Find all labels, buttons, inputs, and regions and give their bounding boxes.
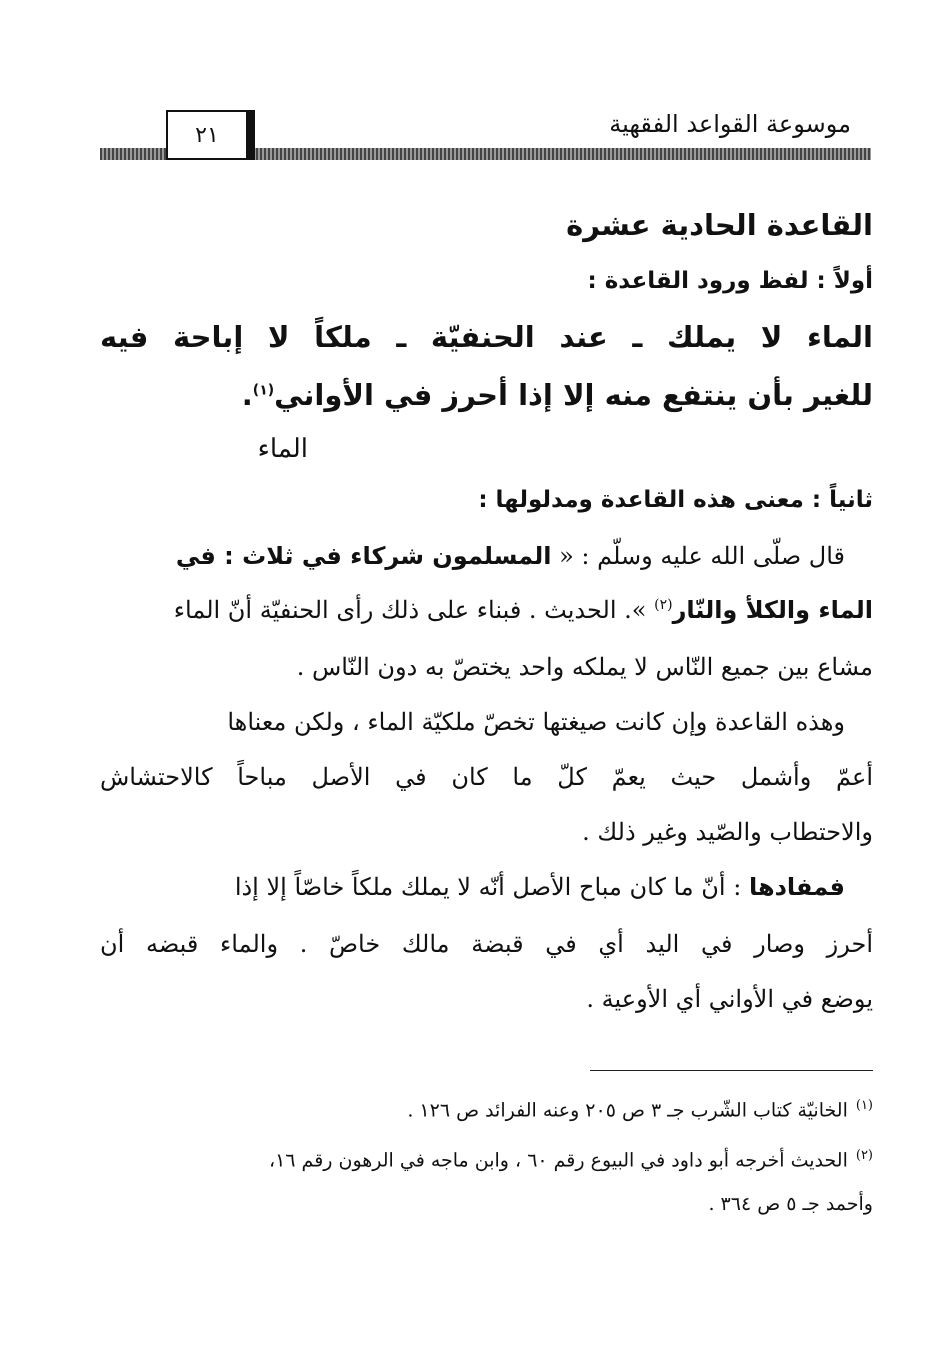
- rule-text-line-2-body: للغير بأن ينتفع منه إلا إذا أحرز في الأواني: [274, 378, 873, 412]
- hadith-text-1: المسلمون شركاء في ثلاث : في: [175, 542, 552, 570]
- rule-text-line-2-end: .: [241, 378, 253, 412]
- section-title-2: ثانياً : معنى هذه القاعدة ومدلولها :: [478, 487, 873, 513]
- footnote-2: [100, 1148, 873, 1171]
- footnote-ref-2[interactable]: (٢): [654, 597, 673, 613]
- para2-line-1: وهذه القاعدة وإن كانت صيغتها تخصّ ملكيّة الماء ، ولكن معناها: [227, 708, 845, 736]
- rule-heading: القاعدة الحادية عشرة: [566, 208, 873, 242]
- para3-lead: فمفادها: [748, 873, 845, 901]
- footnote-2-number: (٢): [855, 1148, 873, 1163]
- para1-line-3: مشاع بين جميع النّاس لا يملكه واحد يختصّ به دون النّاس .: [296, 653, 873, 681]
- para3-line-1: [100, 873, 873, 901]
- para3-line-2: أحرز وصار في اليد أي في قبضة مالك خاصّ . والماء قبضه أن: [100, 930, 873, 958]
- running-header-title: موسوعة القواعد الفقهية: [609, 110, 851, 138]
- footnote-separator: [590, 1070, 873, 1071]
- para1-line-2-b: ». الحديث . فبناء على ذلك رأى الحنفيّة أنّ الماء: [173, 596, 647, 624]
- footnote-ref-1[interactable]: (١): [252, 382, 275, 399]
- para3-line-3: يوضع في الأواني أي الأوعية .: [586, 985, 873, 1013]
- footnote-1-number: (١): [855, 1098, 873, 1113]
- para1-line-1-a: قال صلّى الله عليه وسلّم : «: [559, 542, 845, 570]
- para1-line-2: [100, 596, 873, 624]
- section-title-1: أولاً : لفظ ورود القاعدة :: [587, 268, 873, 294]
- footnote-1-text: الخانيّة كتاب الشّرب جـ ٣ ص ٢٠٥ وعنه الفرائد ص ١٢٦ .: [407, 1099, 848, 1122]
- page-number-box: [166, 110, 255, 160]
- para3-line-1-body: : أنّ ما كان مباح الأصل أنّه لا يملك ملكاً خاصّاً إلا إذا: [234, 873, 742, 901]
- hadith-text-2: الماء والكلأ والنّار: [672, 596, 873, 624]
- keyword-label: الماء: [257, 434, 308, 464]
- footnote-2-text: الحديث أخرجه أبو داود في البيوع رقم ٦٠ ، وابن ماجه في الرهون رقم ١٦،: [268, 1149, 848, 1172]
- rule-text-line-1: الماء لا يملك ـ عند الحنفيّة ـ ملكاً لا إباحة فيه: [100, 320, 873, 354]
- para2-line-3: والاحتطاب والصّيد وغير ذلك .: [582, 818, 873, 846]
- para2-line-2: أعمّ وأشمل حيث يعمّ كلّ ما كان في الأصل مباحاً كالاحتشاش: [100, 763, 873, 791]
- footnote-1: [100, 1098, 873, 1121]
- footnote-2-continuation: وأحمد جـ ٥ ص ٣٦٤ .: [708, 1193, 873, 1215]
- rule-text-line-2: [100, 378, 873, 412]
- para1-line-1: [100, 542, 873, 570]
- page-number: ٢١: [195, 122, 219, 148]
